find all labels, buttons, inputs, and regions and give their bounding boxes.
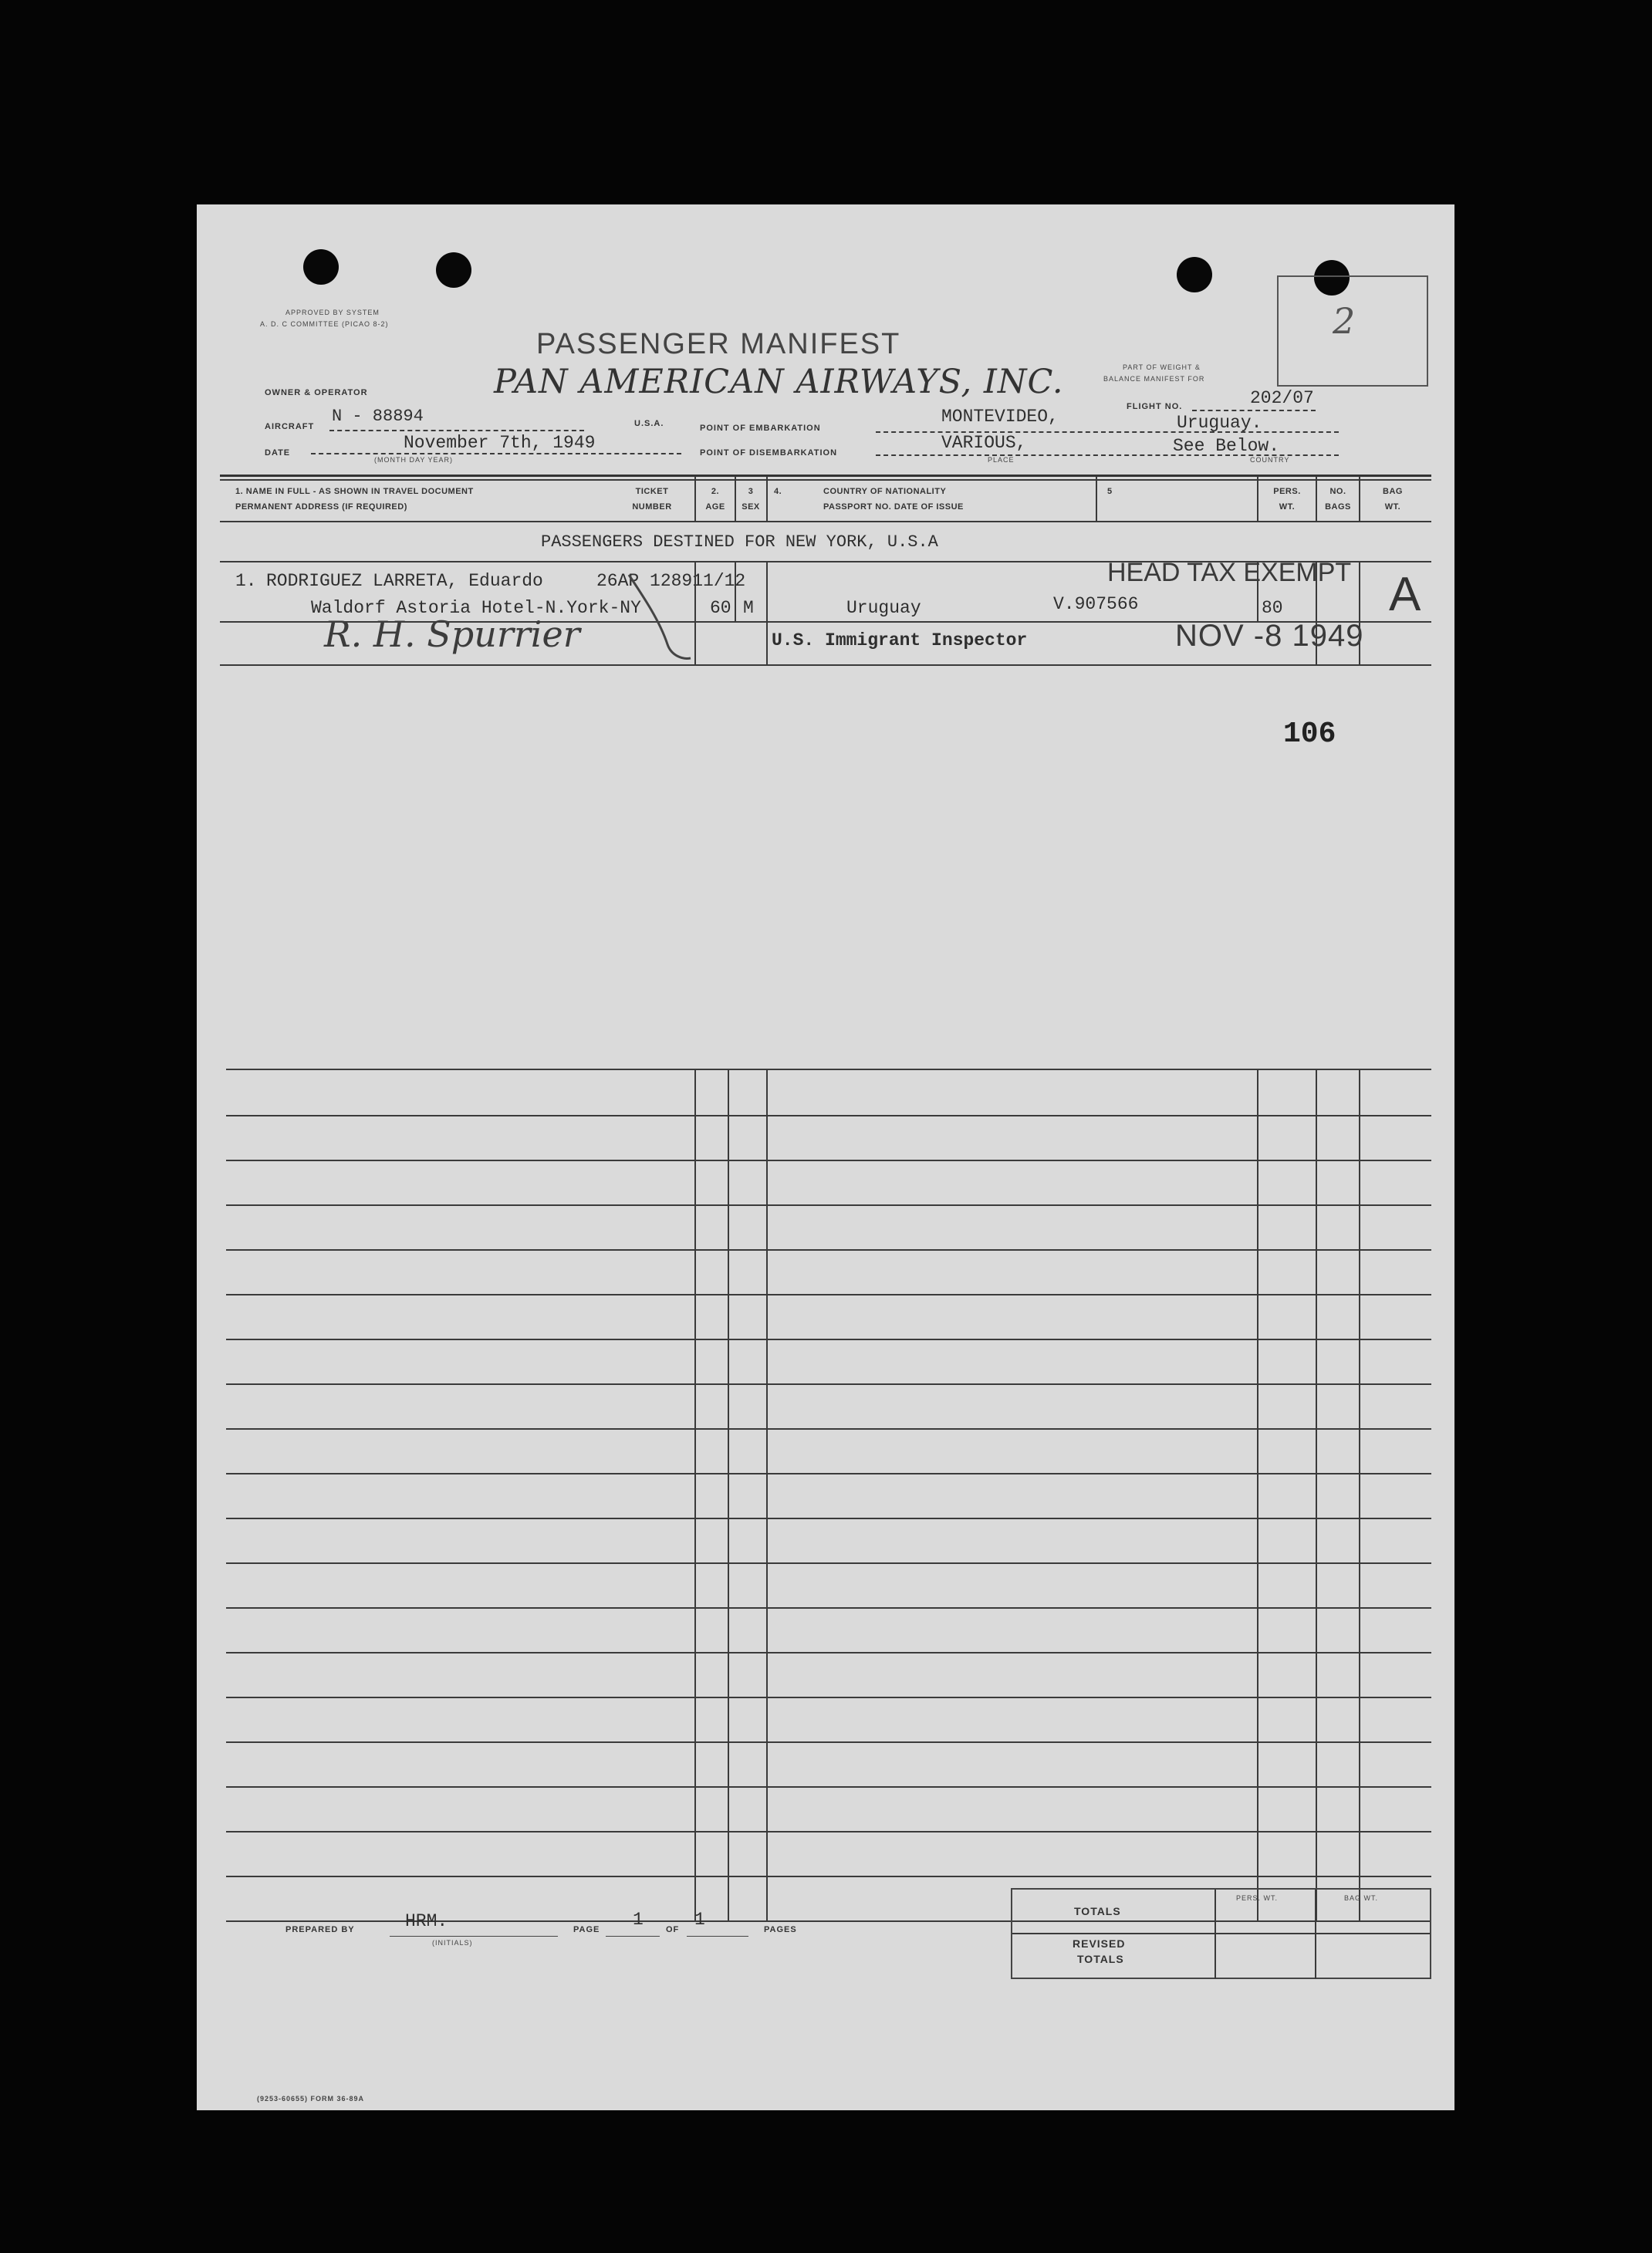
col-nationality-header: COUNTRY OF NATIONALITY PASSPORT NO. DATE OF ISSUE — [823, 487, 964, 512]
passenger-address: Waldorf Astoria Hotel-N.York-NY — [311, 598, 641, 618]
passenger-ticket: 26AP 128911/12 — [596, 571, 746, 591]
of-label: OF — [666, 1925, 680, 1934]
disembarkation-label: POINT OF DISEMBARKATION — [700, 448, 838, 458]
page-number: 106 — [1283, 718, 1336, 751]
passenger-name: RODRIGUEZ LARRETA, Eduardo — [266, 571, 543, 591]
disembarkation-country: See Below. — [1173, 436, 1280, 456]
form-title: PASSENGER MANIFEST — [536, 328, 901, 360]
embarkation-label: POINT OF EMBARKATION — [700, 424, 821, 433]
signature-stroke — [613, 567, 698, 667]
embarkation-country: Uruguay. — [1177, 413, 1262, 433]
place-label: PLACE — [988, 456, 1015, 464]
col-bag-wt-header: BAG WT. — [1383, 487, 1403, 512]
punch-hole — [436, 252, 471, 288]
country-label: COUNTRY — [1250, 456, 1290, 464]
flight-label: FLIGHT NO. — [1127, 402, 1183, 411]
weight-box — [1277, 275, 1428, 387]
col-4-number: 4. — [774, 487, 782, 496]
owner-label: OWNER & OPERATOR — [265, 388, 368, 397]
totals-bag-wt-label: BAG WT. — [1344, 1894, 1379, 1902]
prepared-by-label: PREPARED BY — [285, 1925, 355, 1934]
prepared-by-value: HRM. — [405, 1911, 448, 1931]
totals-box — [1011, 1888, 1431, 1979]
inspector-stamp: U.S. Immigrant Inspector — [772, 630, 1028, 650]
passenger-sex: M — [743, 598, 754, 618]
col-bags-header: NO. BAGS — [1325, 487, 1351, 512]
passenger-nationality: Uruguay — [846, 598, 921, 618]
flight-number: 202/07 — [1250, 388, 1314, 408]
disembarkation-place: VARIOUS, — [941, 433, 1027, 453]
punch-hole — [1177, 257, 1212, 292]
totals-label: TOTALS — [1074, 1905, 1121, 1917]
company-name: PAN AMERICAN AIRWAYS, INC. — [494, 363, 1064, 401]
revised-label-2: TOTALS — [1077, 1953, 1124, 1965]
passenger-pers-wt: 80 — [1262, 598, 1283, 618]
embarkation-place: MONTEVIDEO, — [941, 407, 1059, 427]
initials-label: (INITIALS) — [432, 1939, 473, 1947]
punch-hole — [303, 249, 339, 285]
col-age-header: 2. AGE — [705, 487, 725, 512]
aircraft-number: N - 88894 — [332, 407, 424, 426]
of-value: 1 — [694, 1910, 705, 1930]
page-value: 1 — [633, 1910, 644, 1930]
totals-pers-wt-label: PERS. WT. — [1236, 1894, 1279, 1902]
date-sublabel: (MONTH DAY YEAR) — [374, 456, 454, 464]
date-value: November 7th, 1949 — [404, 433, 596, 453]
inspection-date-stamp: NOV -8 1949 — [1175, 619, 1364, 653]
revised-label-1: REVISED — [1073, 1937, 1126, 1950]
col-pers-wt-header: PERS. WT. — [1273, 487, 1301, 512]
weight-note-1: PART OF WEIGHT & — [1123, 363, 1201, 371]
form-number: (9253-60655) FORM 36-89A — [257, 2095, 365, 2103]
class-mark: A — [1389, 568, 1421, 621]
date-label: DATE — [265, 448, 291, 458]
manifest-page — [197, 204, 1454, 2110]
col-5-header: 5 — [1107, 487, 1113, 496]
page-label: PAGE — [573, 1925, 600, 1934]
col-ticket-header: TICKET NUMBER — [632, 487, 672, 512]
approval-line-2: A. D. C COMMITTEE (PICAO 8-2) — [260, 320, 389, 328]
usa-label: U.S.A. — [634, 419, 664, 428]
weight-note-2: BALANCE MANIFEST FOR — [1103, 375, 1205, 383]
col-name-header: 1. NAME IN FULL - AS SHOWN IN TRAVEL DOCUMENT PERMANENT ADDRESS (IF REQUIRED) — [235, 487, 474, 512]
aircraft-label: AIRCRAFT — [265, 422, 315, 431]
box-mark: 2 — [1333, 300, 1356, 342]
col-sex-header: 3 SEX — [742, 487, 760, 512]
section-heading: PASSENGERS DESTINED FOR NEW YORK, U.S.A — [541, 532, 938, 552]
head-tax-stamp: HEAD TAX EXEMPT — [1107, 558, 1352, 587]
passenger-number: 1. — [235, 571, 257, 591]
inspector-signature: R. H. Spurrier — [324, 613, 580, 655]
approval-line-1: APPROVED BY SYSTEM — [285, 309, 380, 316]
passenger-age: 60 — [710, 598, 731, 618]
pages-label: PAGES — [764, 1925, 797, 1934]
passenger-passport: V.907566 — [1053, 594, 1139, 614]
